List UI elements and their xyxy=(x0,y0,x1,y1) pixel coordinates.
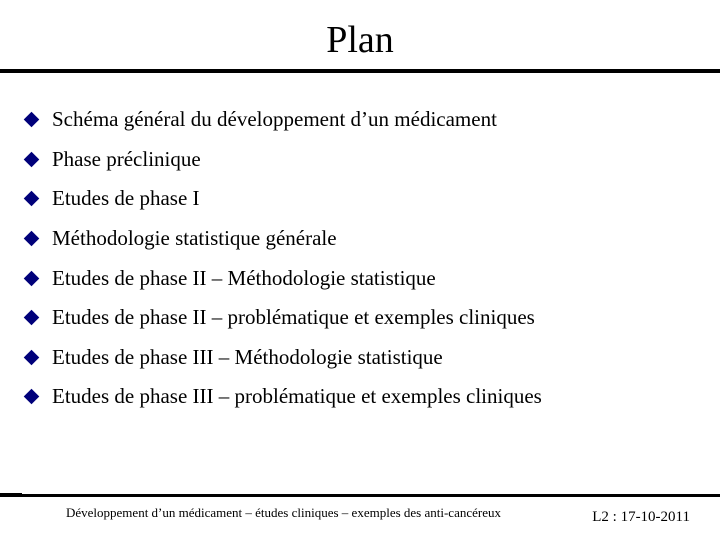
list-item xyxy=(24,298,542,338)
top-divider xyxy=(0,69,720,73)
bottom-divider xyxy=(0,494,720,497)
bottom-divider-accent xyxy=(0,493,22,497)
list-item xyxy=(24,100,542,140)
list-item xyxy=(24,140,542,180)
list-item-label: Méthodologie statistique générale xyxy=(52,226,337,251)
list-item xyxy=(24,377,542,417)
diamond-bullet-icon xyxy=(24,191,40,207)
slide-title: Plan xyxy=(326,19,394,61)
footer-course-title: Développement d’un médicament – études cliniques – exemples des anti-cancéreux xyxy=(66,505,501,520)
list-item-label: Etudes de phase I xyxy=(52,186,200,211)
diamond-bullet-icon xyxy=(24,231,40,247)
list-item xyxy=(24,338,542,378)
list-item-label: Etudes de phase II – Méthodologie statistique xyxy=(52,265,436,290)
diamond-bullet-icon xyxy=(24,350,40,366)
diamond-bullet-icon xyxy=(24,112,40,128)
diamond-bullet-icon xyxy=(24,389,40,405)
diamond-bullet-icon xyxy=(24,270,40,286)
agenda-list xyxy=(24,100,542,417)
list-item xyxy=(24,219,542,259)
list-item xyxy=(24,258,542,298)
diamond-bullet-icon xyxy=(24,152,40,168)
top-divider-accent xyxy=(0,70,22,73)
diamond-bullet-icon xyxy=(24,310,40,326)
list-item-label: Etudes de phase II – problématique et exemples cliniques xyxy=(52,305,535,330)
list-item-label: Etudes de phase III – Méthodologie statistique xyxy=(52,344,443,369)
list-item-label: Schéma général du développement d’un médicament xyxy=(52,107,497,132)
list-item-label: Etudes de phase III – problématique et exemples cliniques xyxy=(52,384,542,409)
list-item-label: Phase préclinique xyxy=(52,146,201,171)
footer-date: L2 : 17-10-2011 xyxy=(592,509,690,525)
list-item xyxy=(24,179,542,219)
